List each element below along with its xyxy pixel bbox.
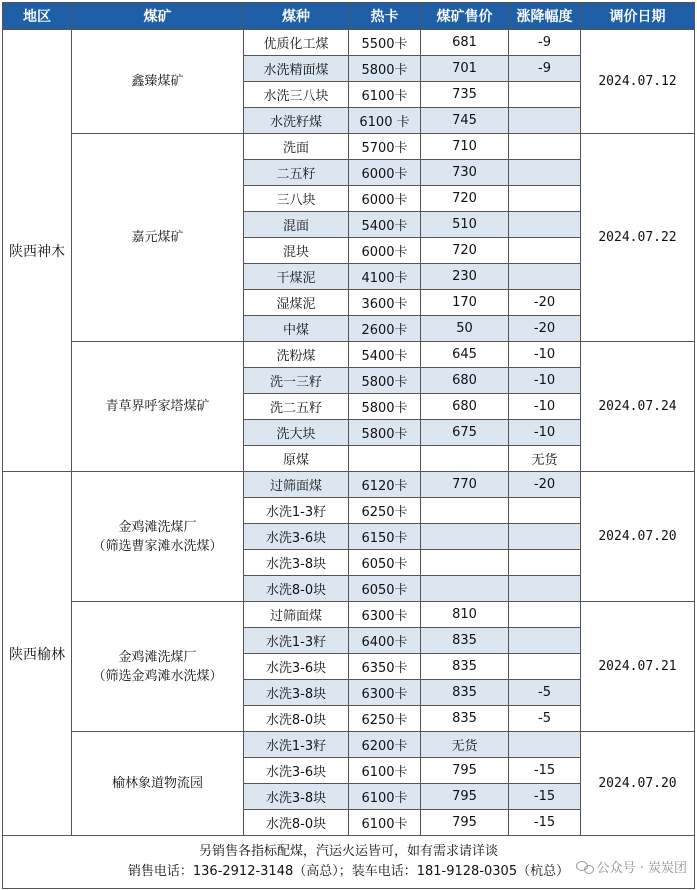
price-cell: 835 <box>421 706 509 732</box>
price-cell: 无货 <box>421 732 509 758</box>
footer-line-2: 销售电话：136-2912-3148（高总）；装车电话：181-9128-0305（杭总） <box>127 864 570 879</box>
coal-type-cell: 混块 <box>244 238 349 264</box>
price-cell: 680 <box>421 394 509 420</box>
coal-price-table <box>2 2 695 889</box>
price-cell: 510 <box>421 212 509 238</box>
header-row <box>3 3 695 30</box>
coal-type-cell: 二五籽 <box>244 160 349 186</box>
coal-type-cell: 洗一三籽 <box>244 368 349 394</box>
adjust-date-cell: 2024.07.20 <box>581 732 695 836</box>
change-cell: -5 <box>509 680 581 706</box>
price-cell: 735 <box>421 82 509 108</box>
coal-type-cell: 过筛面煤 <box>244 472 349 498</box>
table-row <box>3 472 695 498</box>
calorific-cell: 6150卡 <box>349 524 421 550</box>
change-cell: -10 <box>509 342 581 368</box>
calorific-cell: 6200卡 <box>349 732 421 758</box>
change-cell <box>509 576 581 602</box>
change-cell <box>509 186 581 212</box>
price-cell <box>421 498 509 524</box>
calorific-cell: 5800卡 <box>349 368 421 394</box>
calorific-cell: 5800卡 <box>349 394 421 420</box>
coal-type-cell: 水洗3-8块 <box>244 784 349 810</box>
coal-type-cell: 原煤 <box>244 446 349 472</box>
region-cell: 陕西神木 <box>3 30 72 472</box>
change-cell: -9 <box>509 56 581 82</box>
coal-type-cell: 水洗3-6块 <box>244 758 349 784</box>
coal-type-cell: 水洗8-0块 <box>244 810 349 836</box>
calorific-cell: 6100卡 <box>349 82 421 108</box>
price-cell: 680 <box>421 368 509 394</box>
change-cell <box>509 160 581 186</box>
coal-type-cell: 湿煤泥 <box>244 290 349 316</box>
mine-name-line: 金鸡滩洗煤厂 <box>118 649 197 665</box>
coal-type-cell: 洗大块 <box>244 420 349 446</box>
coal-type-cell: 洗粉煤 <box>244 342 349 368</box>
price-cell: 681 <box>421 30 509 56</box>
calorific-cell: 5800卡 <box>349 420 421 446</box>
change-cell: -9 <box>509 30 581 56</box>
change-cell <box>509 550 581 576</box>
table-row <box>3 342 695 368</box>
calorific-cell: 6000卡 <box>349 238 421 264</box>
price-cell: 795 <box>421 784 509 810</box>
coal-type-cell: 水洗1-3籽 <box>244 732 349 758</box>
coal-type-cell: 水洗籽煤 <box>244 108 349 134</box>
change-cell: -10 <box>509 394 581 420</box>
header-region: 地区 <box>3 3 72 30</box>
price-cell: 745 <box>421 108 509 134</box>
price-cell: 835 <box>421 628 509 654</box>
coal-type-cell: 水洗精面煤 <box>244 56 349 82</box>
header-change: 涨降幅度 <box>509 3 581 30</box>
adjust-date-cell: 2024.07.20 <box>581 472 695 602</box>
coal-type-cell: 洗面 <box>244 134 349 160</box>
coal-type-cell: 水洗3-6块 <box>244 654 349 680</box>
mine-cell <box>72 30 244 134</box>
calorific-cell: 6350卡 <box>349 654 421 680</box>
price-cell: 720 <box>421 186 509 212</box>
header-coal-type: 煤种 <box>244 3 349 30</box>
mine-cell <box>72 732 244 836</box>
adjust-date-cell: 2024.07.22 <box>581 134 695 342</box>
change-cell <box>509 524 581 550</box>
change-cell <box>509 498 581 524</box>
calorific-cell: 6100卡 <box>349 758 421 784</box>
calorific-cell: 6250卡 <box>349 498 421 524</box>
change-cell <box>509 82 581 108</box>
change-cell <box>509 628 581 654</box>
mine-name-line: 金鸡滩洗煤厂 <box>118 519 197 535</box>
price-cell: 835 <box>421 654 509 680</box>
adjust-date-cell: 2024.07.12 <box>581 30 695 134</box>
coal-type-cell: 水洗1-3籽 <box>244 498 349 524</box>
calorific-cell: 4100卡 <box>349 264 421 290</box>
price-cell: 795 <box>421 758 509 784</box>
coal-type-cell: 混面 <box>244 212 349 238</box>
change-cell: -15 <box>509 810 581 836</box>
price-cell <box>421 524 509 550</box>
coal-type-cell: 水洗3-8块 <box>244 680 349 706</box>
change-cell <box>509 732 581 758</box>
change-cell <box>509 602 581 628</box>
change-cell: -20 <box>509 316 581 342</box>
price-cell: 701 <box>421 56 509 82</box>
change-cell <box>509 238 581 264</box>
price-cell: 230 <box>421 264 509 290</box>
calorific-cell: 6050卡 <box>349 550 421 576</box>
header-date: 调价日期 <box>581 3 695 30</box>
mine-name-line: 嘉元煤矿 <box>131 230 184 245</box>
price-cell <box>421 576 509 602</box>
calorific-cell: 6100卡 <box>349 784 421 810</box>
change-cell: -15 <box>509 758 581 784</box>
calorific-cell: 6400卡 <box>349 628 421 654</box>
change-cell: -10 <box>509 368 581 394</box>
coal-type-cell: 洗二五籽 <box>244 394 349 420</box>
table-body <box>3 30 695 836</box>
calorific-cell: 6050卡 <box>349 576 421 602</box>
change-cell: -10 <box>509 420 581 446</box>
calorific-cell: 6100卡 <box>349 810 421 836</box>
price-cell: 645 <box>421 342 509 368</box>
change-cell: -20 <box>509 290 581 316</box>
calorific-cell: 6100 卡 <box>349 108 421 134</box>
calorific-cell: 2600卡 <box>349 316 421 342</box>
coal-type-cell: 水洗3-6块 <box>244 524 349 550</box>
calorific-cell: 3600卡 <box>349 290 421 316</box>
change-cell <box>509 134 581 160</box>
price-cell: 720 <box>421 238 509 264</box>
price-cell: 710 <box>421 134 509 160</box>
mine-name-line: 榆林象道物流园 <box>111 776 203 791</box>
calorific-cell: 6000卡 <box>349 160 421 186</box>
price-cell: 810 <box>421 602 509 628</box>
watermark <box>576 857 687 876</box>
price-cell: 795 <box>421 810 509 836</box>
calorific-cell: 6300卡 <box>349 680 421 706</box>
coal-type-cell: 优质化工煤 <box>244 30 349 56</box>
change-cell: -15 <box>509 784 581 810</box>
change-cell: -5 <box>509 706 581 732</box>
mine-cell <box>72 342 244 472</box>
footer-line-1: 另销售各指标配煤，汽运火运皆可，如有需求请详谈 <box>198 844 498 859</box>
coal-type-cell: 水洗8-0块 <box>244 576 349 602</box>
calorific-cell: 6120卡 <box>349 472 421 498</box>
header-calorific: 热卡 <box>349 3 421 30</box>
coal-type-cell: 中煤 <box>244 316 349 342</box>
coal-type-cell: 三八块 <box>244 186 349 212</box>
coal-type-cell: 过筛面煤 <box>244 602 349 628</box>
table-row <box>3 30 695 56</box>
table-row <box>3 732 695 758</box>
header-mine: 煤矿 <box>72 3 244 30</box>
mine-name-line: 青草界呼家塔煤矿 <box>105 399 210 414</box>
mine-cell <box>72 602 244 732</box>
price-cell: 50 <box>421 316 509 342</box>
price-cell: 170 <box>421 290 509 316</box>
coal-type-cell: 水洗8-0块 <box>244 706 349 732</box>
coal-type-cell: 干煤泥 <box>244 264 349 290</box>
calorific-cell: 6250卡 <box>349 706 421 732</box>
table-row <box>3 134 695 160</box>
price-cell <box>421 446 509 472</box>
change-cell: -20 <box>509 472 581 498</box>
change-cell <box>509 212 581 238</box>
price-cell: 730 <box>421 160 509 186</box>
calorific-cell: 5400卡 <box>349 212 421 238</box>
change-cell <box>509 108 581 134</box>
mine-cell <box>72 134 244 342</box>
price-cell: 835 <box>421 680 509 706</box>
calorific-cell: 5400卡 <box>349 342 421 368</box>
region-cell: 陕西榆林 <box>3 472 72 836</box>
watermark-text: 公众号 · 炭炭团 <box>596 861 687 876</box>
change-cell <box>509 654 581 680</box>
calorific-cell: 6000卡 <box>349 186 421 212</box>
mine-name-line: （筛选曹家滩水洗煤） <box>92 538 223 554</box>
table-row <box>3 602 695 628</box>
change-cell: 无货 <box>509 446 581 472</box>
calorific-cell: 5500卡 <box>349 30 421 56</box>
wechat-icon <box>576 860 594 874</box>
calorific-cell <box>349 446 421 472</box>
header-price: 煤矿售价 <box>421 3 509 30</box>
adjust-date-cell: 2024.07.21 <box>581 602 695 732</box>
mine-name-line: 鑫臻煤矿 <box>131 74 184 89</box>
calorific-cell: 6300卡 <box>349 602 421 628</box>
coal-type-cell: 水洗三八块 <box>244 82 349 108</box>
price-cell: 770 <box>421 472 509 498</box>
coal-type-cell: 水洗3-8块 <box>244 550 349 576</box>
price-cell: 675 <box>421 420 509 446</box>
price-cell <box>421 550 509 576</box>
adjust-date-cell: 2024.07.24 <box>581 342 695 472</box>
mine-name-line: （筛选金鸡滩水洗煤） <box>92 668 223 684</box>
mine-cell <box>72 472 244 602</box>
coal-type-cell: 水洗1-3籽 <box>244 628 349 654</box>
calorific-cell: 5800卡 <box>349 56 421 82</box>
calorific-cell: 5700卡 <box>349 134 421 160</box>
change-cell <box>509 264 581 290</box>
